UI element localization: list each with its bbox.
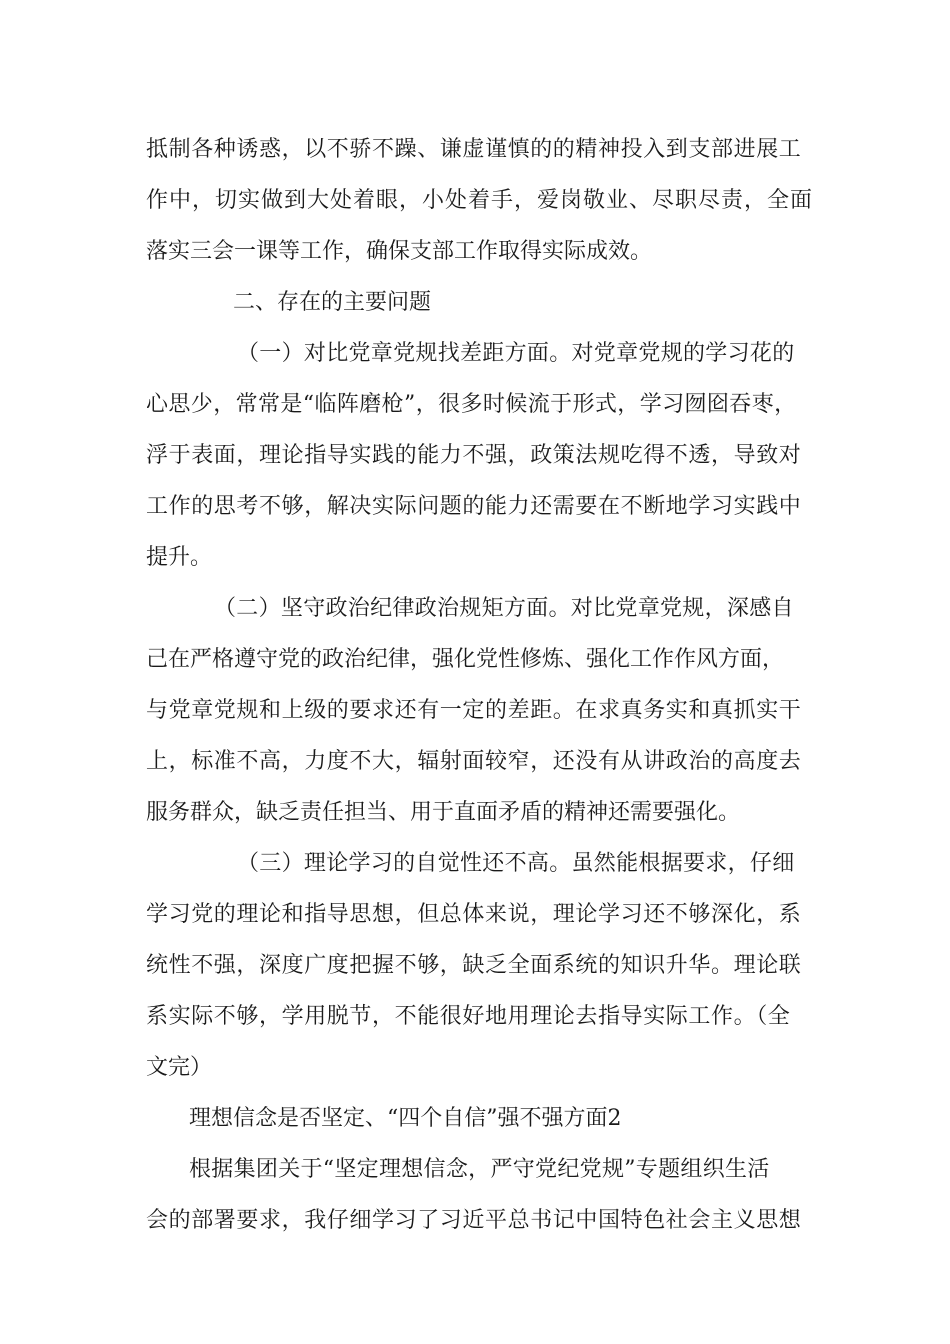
body-line: 上，标准不高，力度不大，辐射面较窄，还没有从讲政治的高度去: [146, 749, 802, 774]
subsection-line: （三）理论学习的自觉性还不高。虽然能根据要求，仔细: [237, 851, 795, 876]
subsection-line: （二）坚守政治纪律政治规矩方面。对比党章党规，深感自: [214, 596, 794, 621]
body-line: 提升。: [146, 545, 213, 570]
body-line: 作中，切实做到大处着眼，小处着手，爱岗敬业、尽职尽责，全面: [146, 188, 814, 213]
body-line: 学习党的理论和指导思想，但总体来说，理论学习还不够深化，系: [146, 902, 802, 927]
body-line: 根据集团关于“坚定理想信念，严守党纪党规”专题组织生活: [189, 1157, 770, 1182]
body-line: 抵制各种诱惑，以不骄不躁、谦虚谨慎的的精神投入到支部进展工: [146, 137, 802, 162]
body-line: 落实三会一课等工作，确保支部工作取得实际成效。: [146, 239, 653, 264]
section-heading: 二、存在的主要问题: [233, 290, 432, 315]
body-line: 服务群众，缺乏责任担当、用于直面矛盾的精神还需要强化。: [146, 800, 741, 825]
body-line: 统性不强，深度广度把握不够，缺乏全面系统的知识升华。理论联: [146, 953, 802, 978]
article-title: 理想信念是否坚定、“四个自信”强不强方面2: [189, 1106, 622, 1131]
body-line: 系实际不够，学用脱节，不能很好地用理论去指导实际工作。（全: [146, 1004, 791, 1029]
body-line: 浮于表面，理论指导实践的能力不强，政策法规吃得不透，导致对: [146, 443, 802, 468]
body-line: 己在严格遵守党的政治纪律，强化党性修炼、强化工作作风方面，: [146, 647, 785, 672]
body-line: 与党章党规和上级的要求还有一定的差距。在求真务实和真抓实干: [146, 698, 802, 723]
subsection-line: （一）对比党章党规找差距方面。对党章党规的学习花的: [237, 341, 795, 366]
body-line: 会的部署要求，我仔细学习了习近平总书记中国特色社会主义思想: [146, 1208, 802, 1233]
body-line: 工作的思考不够，解决实际问题的能力还需要在不断地学习实践中: [146, 494, 802, 519]
body-line: 文完）: [146, 1055, 213, 1080]
body-line: 心思少，常常是“临阵磨枪”，很多时候流于形式，学习囫囵吞枣，: [146, 392, 797, 417]
